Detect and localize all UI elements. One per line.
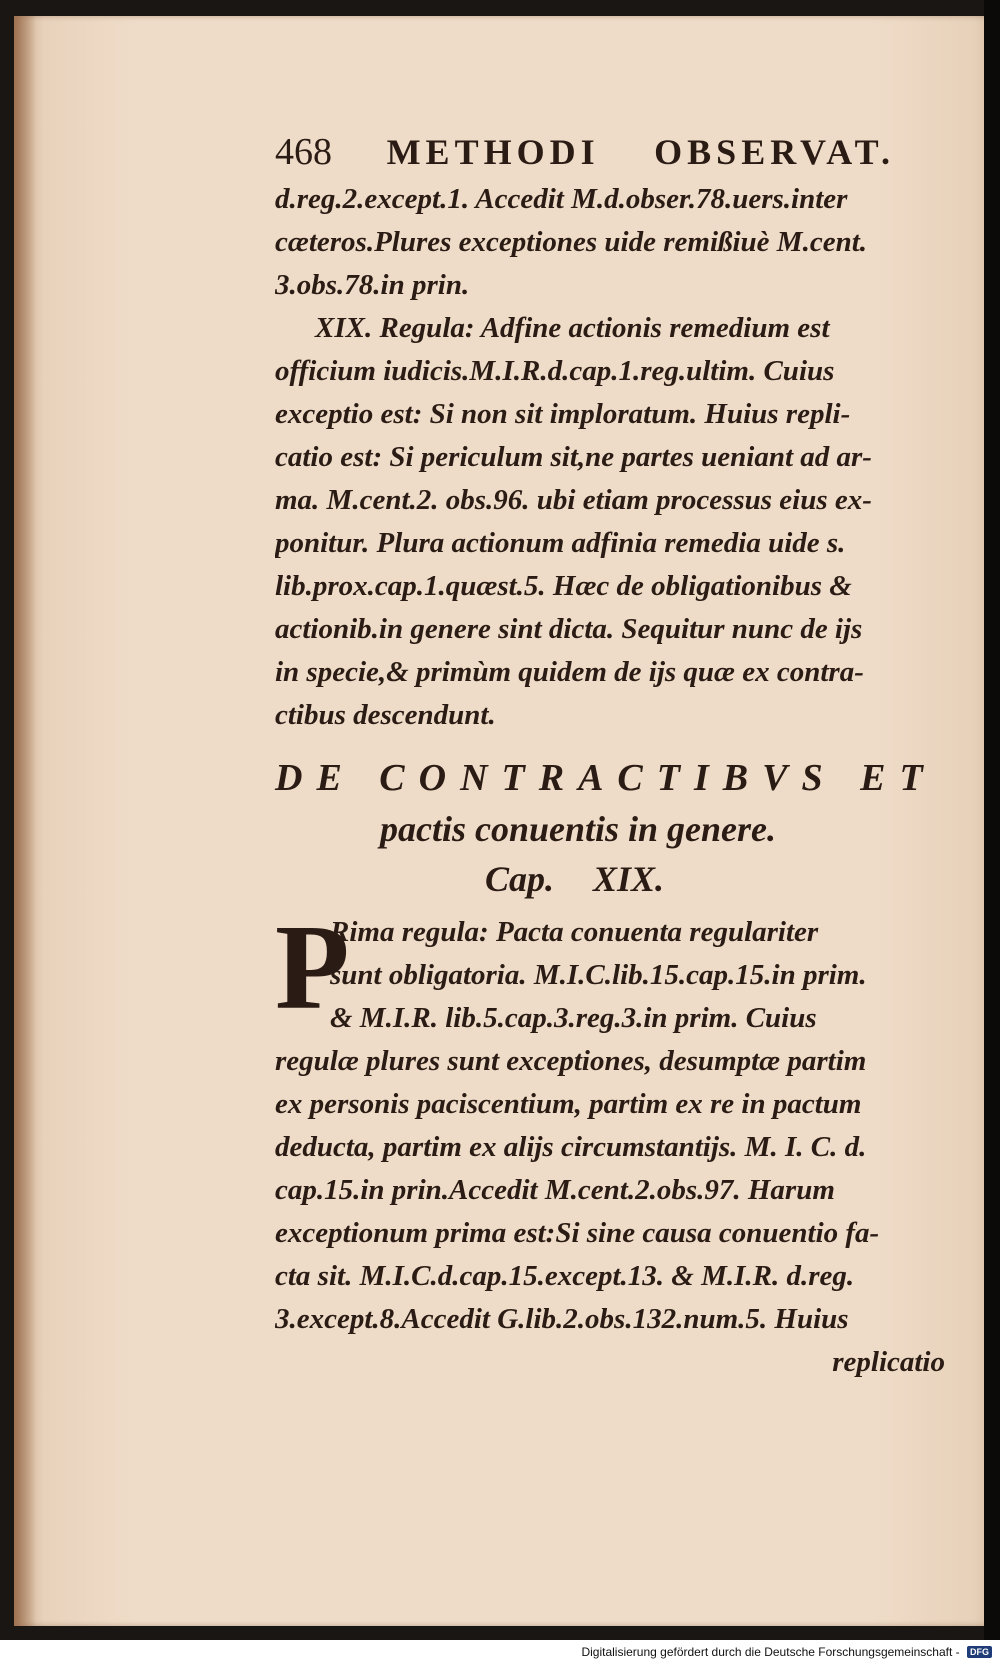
- text-line: lib.prox.cap.1.quæst.5. Hæc de obligationibus &: [275, 570, 852, 602]
- paragraph-2: [275, 900, 945, 1384]
- text-line: regulæ plures sunt exceptiones, desumptæ partim: [275, 1045, 867, 1077]
- text-line: catio est: Si periculum sit,ne partes ueniant ad ar-: [275, 441, 872, 473]
- catchword: replicatio: [832, 1346, 945, 1378]
- text-line: cta sit. M.I.C.d.cap.15.except.13. & M.I.R. d.reg.: [275, 1260, 855, 1292]
- page-number: 468: [275, 131, 332, 173]
- chapter-heading: DE CONTRACTIBVS ET: [275, 757, 937, 799]
- drop-cap: P: [275, 900, 350, 1035]
- binding-shadow: [14, 16, 36, 1626]
- text-line: exceptionum prima est:Si sine causa conuentio fa-: [275, 1217, 880, 1249]
- text-line: deducta, partim ex alijs circumstantijs. M. I. C. d.: [275, 1131, 867, 1163]
- text-line: Rima regula: Pacta conuenta regulariter: [330, 916, 819, 948]
- text-line: & M.I.R. lib.5.cap.3.reg.3.in prim. Cuius: [330, 1002, 817, 1034]
- digitization-footer: [0, 1644, 1000, 1666]
- dfg-logo-icon: DFG: [967, 1646, 992, 1658]
- text-line: d.reg.2.except.1. Accedit M.d.obser.78.uers.inter: [275, 183, 848, 215]
- scan-edge: [984, 0, 1000, 1640]
- footer-credit: Digitalisierung gefördert durch die Deutsche Forschungsgemeinschaft -: [581, 1644, 960, 1659]
- text-line: ex personis paciscentium, partim ex re in pactum: [275, 1088, 862, 1120]
- chapter-number: Cap. XIX.: [485, 859, 665, 899]
- text-line: in specie,& primùm quidem de ijs quæ ex contra-: [275, 656, 864, 688]
- text-line: XIX. Regula: Adfine actionis remedium est: [315, 312, 830, 344]
- text-line: officium iudicis.M.I.R.d.cap.1.reg.ultim. Cuius: [275, 355, 835, 387]
- text-line: ponitur. Plura actionum adfinia remedia uide s.: [275, 527, 846, 559]
- text-line: sunt obligatoria. M.I.C.lib.15.cap.15.in prim.: [330, 959, 867, 991]
- text-line: cap.15.in prin.Accedit M.cent.2.obs.97. Harum: [275, 1174, 835, 1206]
- text-line: cæteros.Plures exceptiones uide remißiuè M.cent.: [275, 226, 868, 258]
- page-text: [275, 130, 945, 1384]
- running-title-2: OBSERVAT.: [654, 132, 895, 172]
- text-line: 3.obs.78.in prin.: [275, 269, 470, 301]
- running-title-1: METHODI: [386, 132, 600, 172]
- text-line: ctibus descendunt.: [275, 699, 496, 731]
- paragraph-1: [275, 178, 945, 737]
- text-line: exceptio est: Si non sit imploratum. Huius repli-: [275, 398, 851, 430]
- text-line: actionib.in genere sint dicta. Sequitur nunc de ijs: [275, 613, 863, 645]
- text-line: 3.except.8.Accedit G.lib.2.obs.132.num.5. Huius: [275, 1303, 849, 1335]
- running-header: [275, 130, 895, 176]
- chapter-subheading: pactis conuentis in genere.: [380, 809, 777, 849]
- text-line: ma. M.cent.2. obs.96. ubi etiam processus eius ex-: [275, 484, 872, 516]
